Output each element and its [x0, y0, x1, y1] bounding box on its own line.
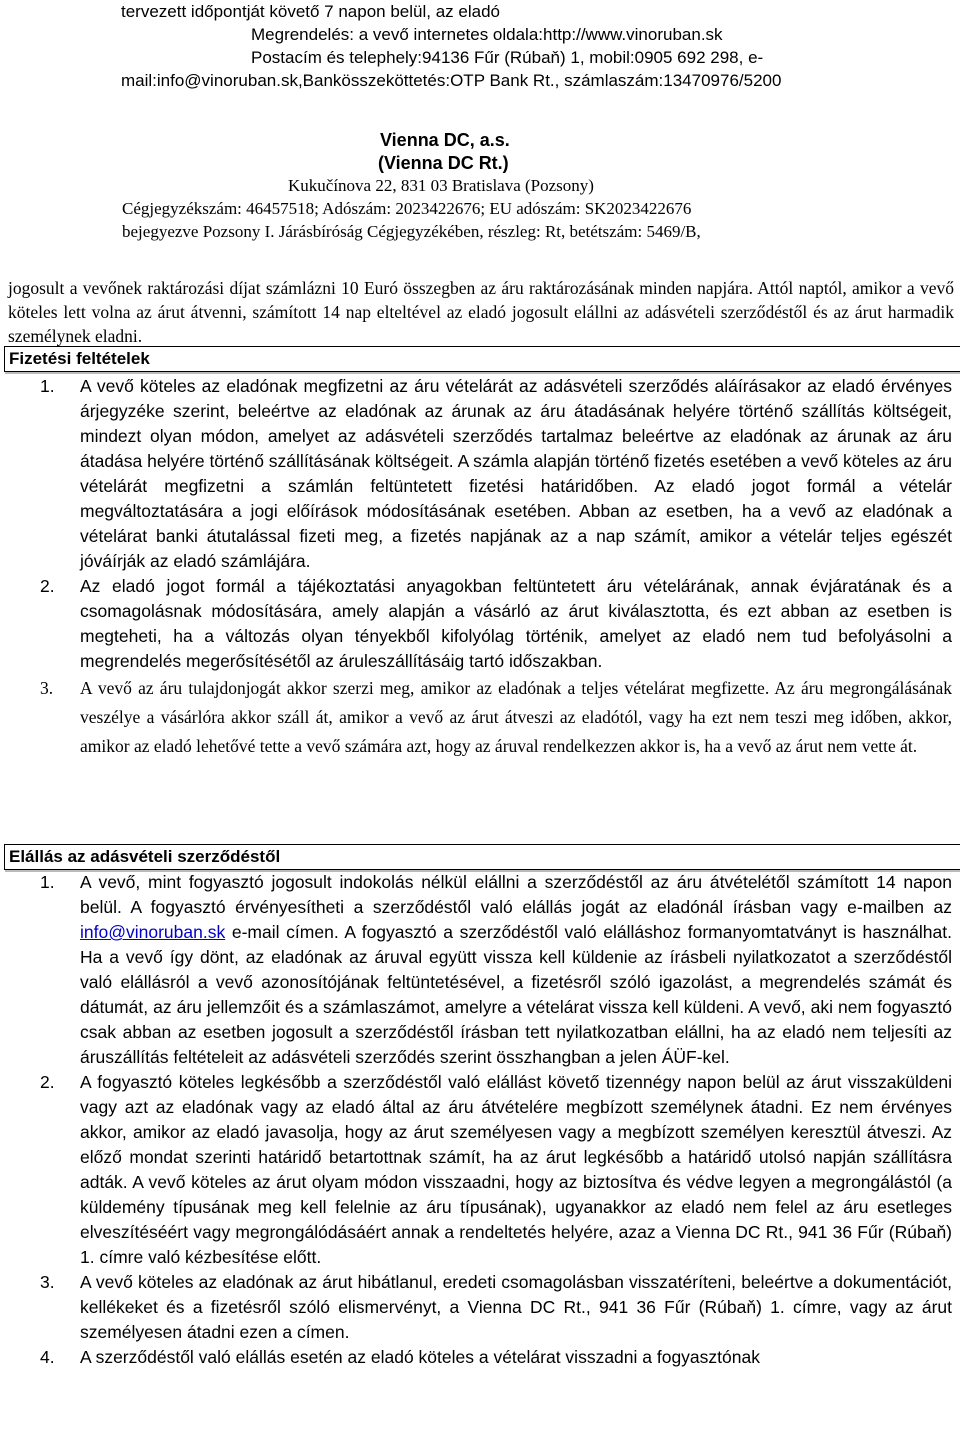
list-item — [0, 1270, 960, 1345]
item-text: A vevő az áru tulajdonjogát akkor szerzi meg, amikor az eladónak a teljes vételárat megfizette. Az áru megrongálásának veszélye a vásárlóra akkor száll át, amikor a vevő az árut átveszi az eladótól, vagy ha ezt nem teszi meg időben, akkor, amikor az eladó lehetővé tette a vevő számára azt, hogy az áruval rendelkezzen akkor is, ha a vevő az árut nem vette át. — [80, 678, 952, 756]
text-line: Postacím és telephely:94136 Fűr (Rúbaň) 1, mobil:0905 692 298, e- — [251, 48, 764, 67]
text-line: Megrendelés: a vevő internetes oldala:http://www.vinoruban.sk — [251, 25, 723, 44]
item-text: A vevő köteles az eladónak az árut hibátlanul, eredeti csomagolásban visszatéríteni, beleértve a dokumentációt, kellékeket és a fizetésről szóló elismervényt, a Vienna DC Rt., 941 36 Fűr (Rúbaň) 1. címre, vagy az árut személyesen átadni ezen a címen. — [80, 1272, 952, 1342]
list-item — [0, 574, 960, 674]
item-text: Az eladó jogot formál a tájékoztatási anyagokban feltüntetett áru vételárának, annak évjáratának és a csomagolásnak módosítására, amely alapján a vásárló az árut kiválasztotta, és ezt abban az esetben is megteheti, ha a változás olyan tényekből kifolyólag történik, amelyet az eladó nem tud befolyásolni a megrendelés megerősítésétől az áruleszállításáig tartó időszakban. — [80, 576, 952, 671]
item-number: 3. — [40, 678, 54, 698]
item-number: 1. — [40, 872, 55, 892]
email-link[interactable]: info@vinoruban.sk — [80, 922, 226, 942]
company-registration: Cégjegyzékszám: 46457518; Adószám: 2023422676; EU adószám: SK2023422676 — [122, 199, 692, 218]
company-name-alt: (Vienna DC Rt.) — [378, 153, 509, 173]
list-item — [0, 674, 960, 761]
item-text: A szerződéstől való elállás esetén az eladó köteles a vételárat visszadni a fogyasztónak — [80, 1347, 760, 1367]
section-heading-payment: Fizetési feltételek — [4, 346, 960, 372]
company-court-note: bejegyezve Pozsony I. Járásbíróság Cégjegyzékében, részleg: Rt, betétszám: 5469/B, — [122, 222, 701, 241]
list-item — [0, 870, 960, 1070]
item-number: 1. — [40, 376, 55, 396]
company-name: Vienna DC, a.s. — [380, 130, 510, 150]
item-text-before: A vevő, mint fogyasztó jogosult indokolás nélkül elállni a szerződéstől az áru átvételétől számított 14 napon belül. A fogyasztó érvényesítheti a szerződéstől való elállás jogát az eladónál írásban vagy e-mailben az — [80, 872, 952, 917]
item-number: 2. — [40, 1072, 55, 1092]
company-block — [0, 128, 960, 243]
list-item — [0, 1070, 960, 1270]
company-address: Kukučínova 22, 831 03 Bratislava (Pozsony) — [288, 176, 594, 195]
text-line: mail:info@vinoruban.sk,Bankösszeköttetés:OTP Bank Rt., számlaszám:13470976/5200 — [121, 71, 782, 90]
item-number: 4. — [40, 1347, 55, 1367]
item-text-after: e-mail címen. A fogyasztó a szerződéstől való elálláshoz formanyomtatványt is használhat. Ha a vevő így dönt, az eladónak az áruval együtt vissza kell küldenie az írásbeli nyilatkozatot a szerződéstől való elállásról a vevő azonosítójának feltüntetésével, a fizetésről szóló igazolást, a megrendelés számát és dátumát, az áru jellemzőit és a számlaszámot, amelyre a vételárat vissza kell küldeni. A vevő, aki nem fogyasztó csak abban az esetben jogosult a szerződéstől írásban tett nyilatkozatban elállni, ha az eladó nem teljesíti az áruszállítás feltételeit az adásvételi szerződés szerint összhangban a jelen ÁÜF-kel. — [80, 922, 952, 1067]
list-item — [0, 1345, 960, 1370]
item-number: 3. — [40, 1272, 55, 1292]
item-number: 2. — [40, 576, 55, 596]
section-heading-withdrawal: Elállás az adásvételi szerződéstől — [4, 844, 960, 870]
item-text: A vevő köteles az eladónak megfizetni az áru vételárát az adásvételi szerződés aláírásakor az eladó érvényes árjegyzéke szerint, beleértve az eladónak az árunak az áru átadásának helyére történő szállítás költségeit, mindezt olyan módon, amelyet az adásvételi szerződés tartalmaz beleértve az eladónak az árunak az áru átadása helyére történő szállításának költségeit. A számla alapján történő fizetés esetében a vevő köteles az áru vételárát megfizetni a számlán feltüntetett fizetési határidőben. Az eladó jogot formál a vételár megváltoztatására a jogi előírások módosításának esetében. Abban az esetben, ha a vevő az eladónak a vételárat banki átutalással fizeti meg, a fizetés napjának az a nap számít, amikor a vételár teljes egészét jóváírják az eladó számlájára. — [80, 376, 952, 571]
withdrawal-terms-list — [0, 870, 960, 1370]
text-line: tervezett időpontját követő 7 napon belül, az eladó — [121, 2, 500, 21]
payment-terms-list — [0, 374, 960, 761]
list-item — [0, 374, 960, 574]
item-text: A fogyasztó köteles legkésőbb a szerződéstől való elállást követő tizennégy napon belül az árut visszaküldeni vagy azt az eladónak vagy az eladó által az áru átvételére megbízott személynek átadni. Ez nem érvényes akkor, amikor az eladó javasolja, hogy az árut személyesen vagy a megbízott személyen keresztül átveszi. Az előző mondat szerinti határidő betartottnak számít, ha az árut legkésőbb a határidő utolsó napján szállításra adták. A vevő köteles az árut olyam módon visszaadni, hogy az biztosítva és védve legyen a megrongálástól (a küldemény típusának meg kell felelnie az áru típusának), ugyanakkor az eladó nem felel az áru esetleges elveszítéséért vagy megrongálódásáért annak a rendeltetés helyére, azaz a Vienna DC Rt., 941 36 Fűr (Rúbaň) 1. címre való kézbesítése előtt. — [80, 1072, 952, 1267]
seller-info-block — [0, 0, 960, 92]
intro-paragraph: jogosult a vevőnek raktározási díjat számlázni 10 Euró összegben az áru raktározásának minden napjára. Attól naptól, amikor a vevő köteles lett volna az árut átvenni, számított 14 nap elteltével az eladó jogosult elállni az adásvételi szerződéstől és az árut harmadik személynek eladni. — [8, 278, 954, 346]
